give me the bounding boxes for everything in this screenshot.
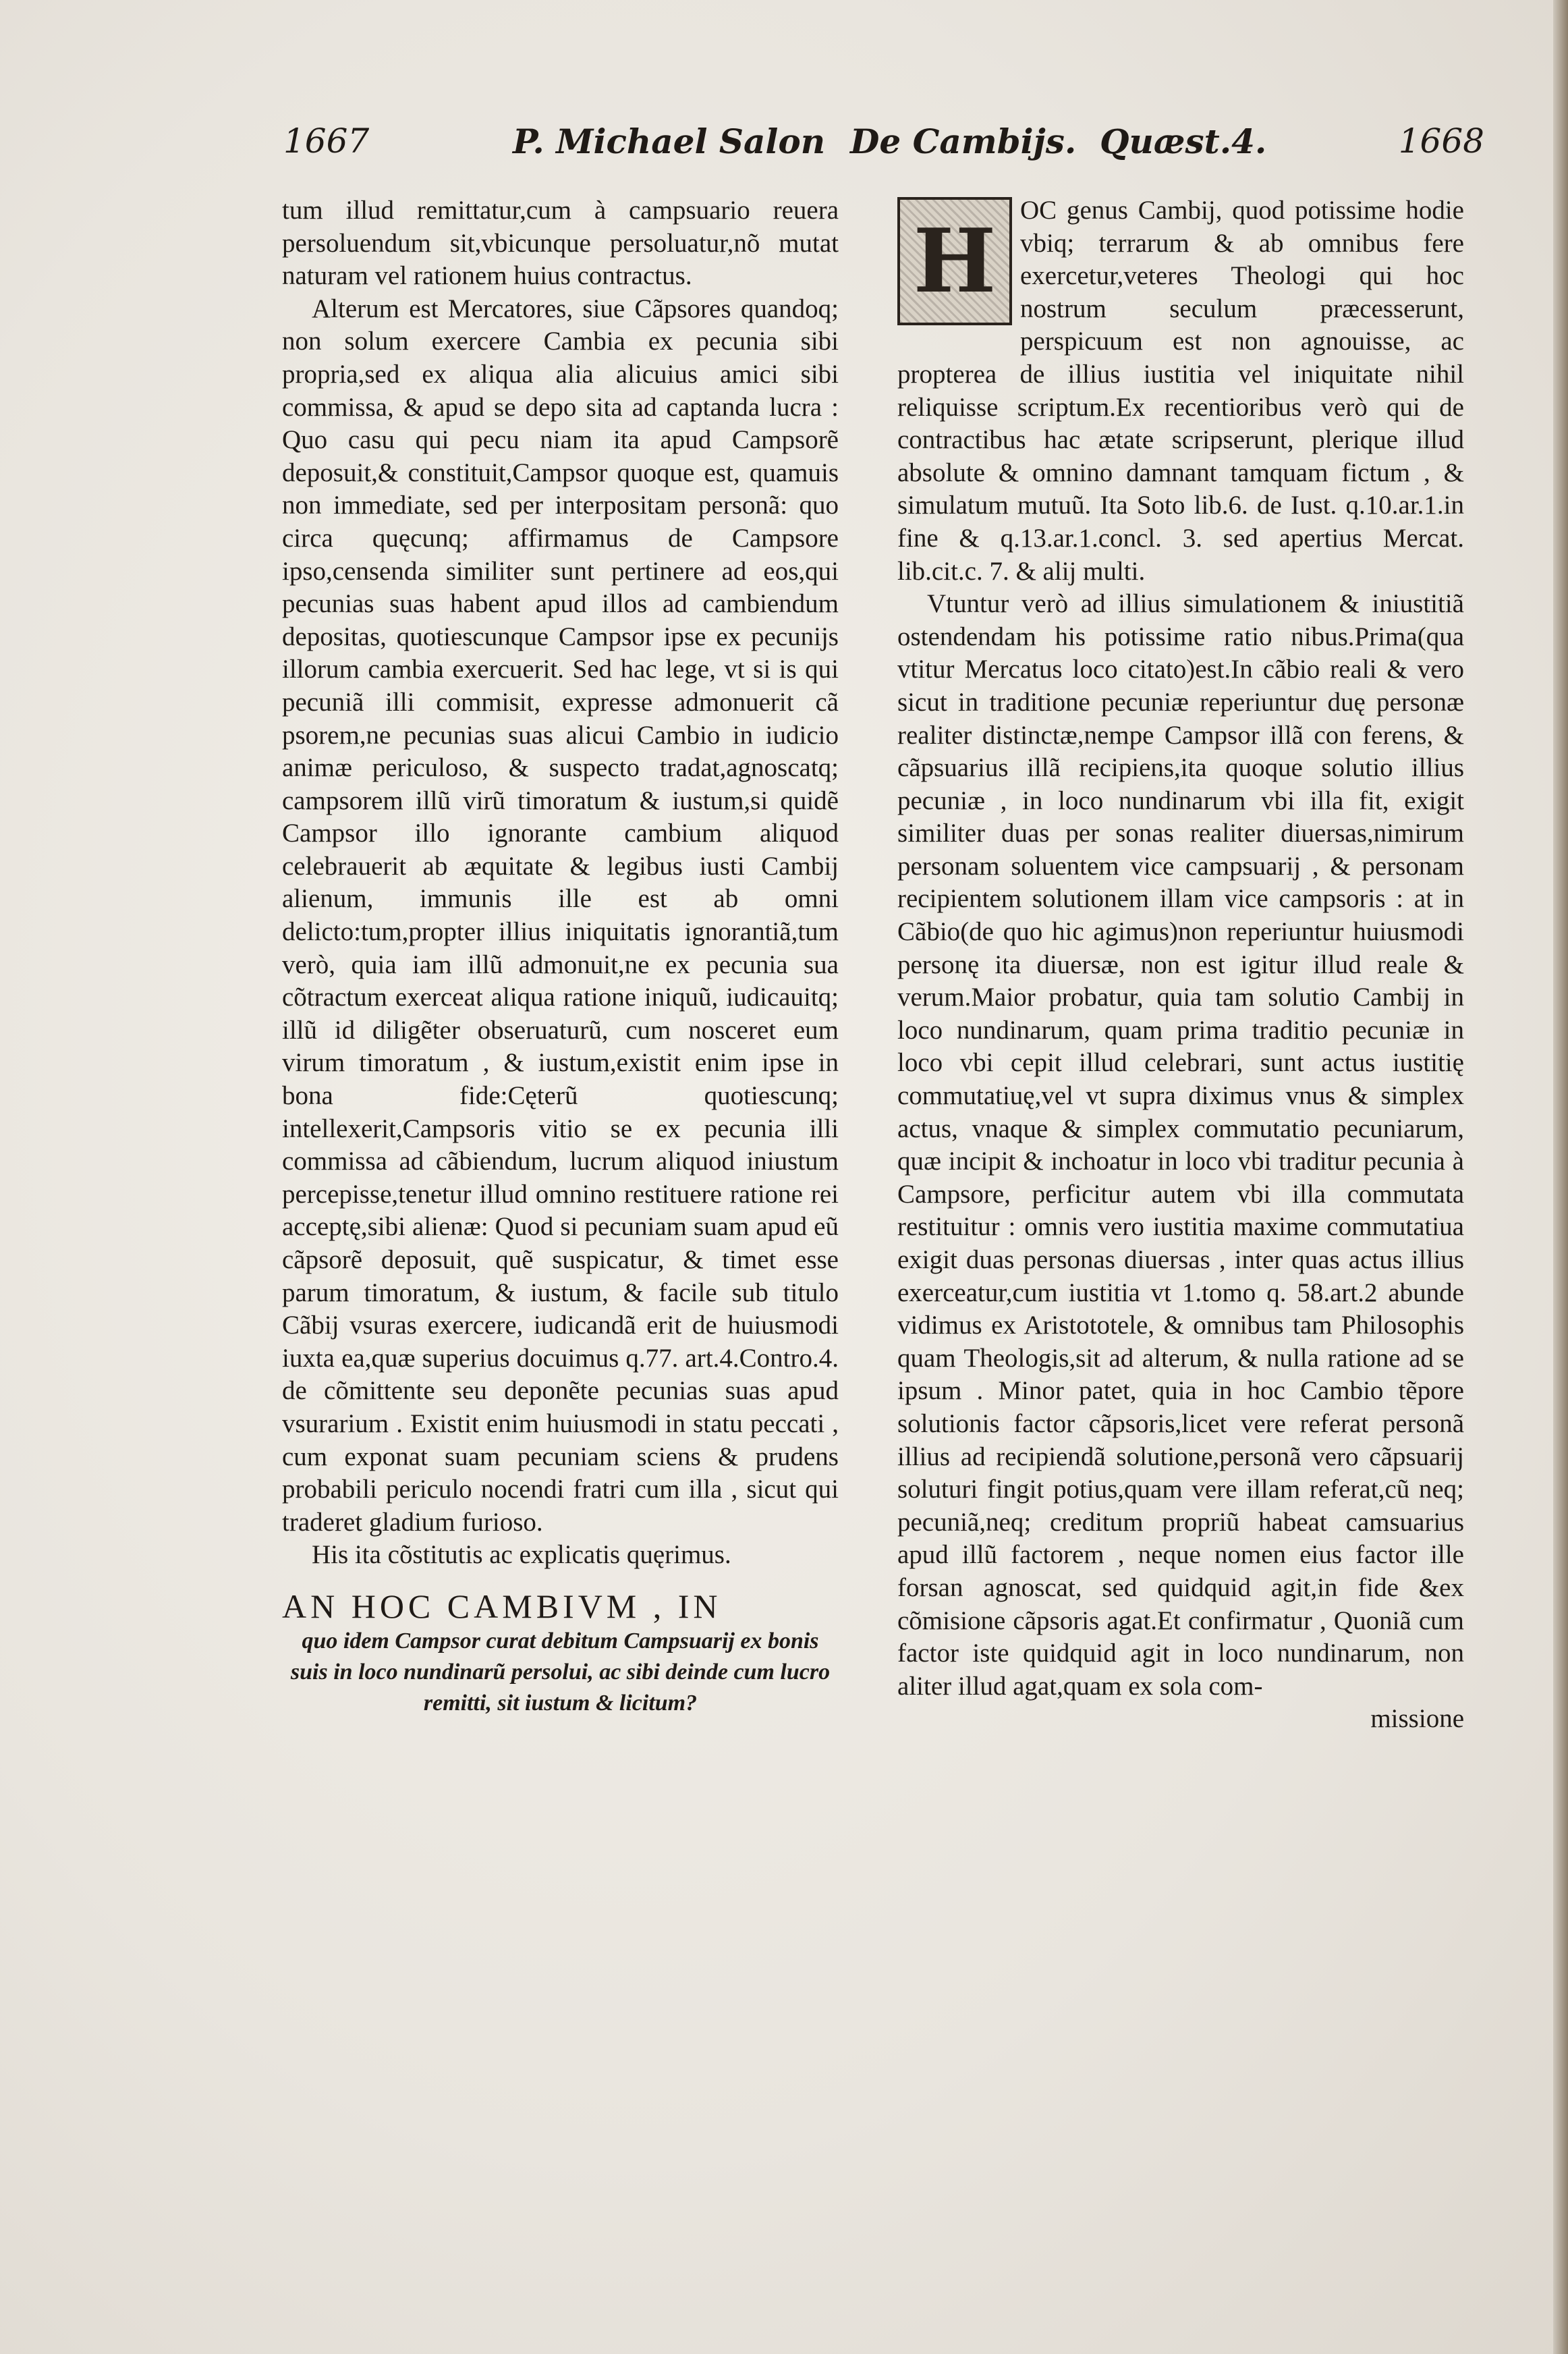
running-header bbox=[283, 121, 1484, 175]
initial-letter: H bbox=[897, 197, 1012, 325]
left-paragraph-2: Alterum est Mercatores, siue Cãpsores quandoq; non solum exercere Cambia ex pecunia sibi propria,sed ex aliqua alia alicuius amici sibi commissa, & apud se depo sita ad captanda lucra : Quo casu qui pecu niam ita apud Campsorẽ deposuit,& constituit,Campsor quoque est, quamuis non immediate, sed per interpositam personã: quo circa quęcunq; affirmamus de Campsore ipso,censenda similiter sunt pertinere ad eos,qui pecunias suas habent apud illos ad cambiendum depositas, quotiescunque Campsor ipse ex pecunijs illorum cambia exercuerit. Sed hac lege, vt si is qui pecuniã illi commisit, expresse admonuerit cã psorem,ne pecunias suas alicui Cambio in iudicio animæ periculoso, & suspecto tradat,agnoscatq; campsorem illũ virũ timoratum & iustum,si quidẽ Campsor illo ignorante cambium aliquod celebrauerit ab æquitate & legibus iusti Cambij alienum, immunis ille est ab omni delicto:tum,propter illius iniquitatis ignorantiã,tum verò, quia iam illũ admonuit,ne ex pecunia sua cõtractum exerceat aliqua ratione iniquũ, iudicauitq; illũ id diligẽter obseruaturũ, cum nosceret eum virum timoratum , & iustum,existit enim ipse in bona fide:Cęterũ quotiescunq; intellexerit,Campsoris vitio se ex pecunia illi commissa ad cãbiendum, lucrum aliquod iniustum percepisse,tenetur illud omnino restituere ratione rei acceptę,sibi alienæ: Quod si pecuniam suam apud eũ cãpsorẽ deposuit, quẽ suspicatur, & timet esse parum timoratum, & iustum, & facile sub titulo Cãbij vsuras exercere, iudicandã erit de huiusmodi iuxta ea,quæ superius docuimus q.77. art.4.Contro.4. de cõmittente seu deponẽte pecunias suas apud vsurarium . Existit enim huiusmodi in statu peccati , cum exponat suam pecuniam sciens & prudens probabili periculo nocendi fratri cum illa , sicut qui traderet gladium furioso. bbox=[282, 294, 839, 1537]
right-column bbox=[897, 194, 1464, 1736]
left-column bbox=[282, 194, 839, 1719]
right-paragraph-2: Vtuntur verò ad illius simulationem & iniustitiã ostendendam his potissime ratio nibus.Prima(qua vtitur Mercatus loco citato)est.In cãbio reali & vero sicut in traditione pecuniæ reperiuntur duę personæ realiter distinctæ,nempe Campsor illã con ferens, & cãpsuarius illã recipiens,ita quoque solutio illius pecuniæ , in loco nundinarum vbi illa fit, exigit similiter duas per sonas realiter diuersas,nimirum personam soluentem vice campsuarij , & personam recipientem solutionem illam vice campsoris : at in Cãbio(de quo hic agimus)non reperiuntur huiusmodi personę ita diuersæ, non est igitur illud reale & verum.Maior probatur, quia tam solutio Cambij in loco nundinarum, quam prima traditio pecuniæ in loco vbi cepit illud celebrari, sunt actus iustitię commutatiuę,vel vt supra diximus vnus & simplex actus, vnaque & simplex commutatio pecuniarum, quæ incipit & inchoatur in loco vbi traditur pecunia à Campsore, perficitur autem vbi illa commutata restituitur : omnis vero iustitia maxime commutatiua exigit duas personas diuersas , inter quas actus illius exerceatur,cum iustitia vt 1.tomo q. 58.art.2 abunde vidimus ex Aristototele, & omnibus tam Philosophis quam Theologis,sit ad alterum, & nulla ratione ad se ipsum . Minor patet, quia in hoc Cambio tẽpore solutionis factor cãpsoris,licet vere referat personã illius ad recipiendã solutione,personã vero cãpsuarij soluturi fingit potius,quam vere illam referat,cũ neq; pecuniã,neq; creditum propriũ habeat camsuarius apud illũ factorem , neque nomen eius factor ille forsan agnoscat, sed quidquid agit,in fide &ex cõmisione cãpsoris agat.Et confirmatur , Quoniã cum factor iste quidquid agit in loco nundinarum, non aliter illud agat,quam ex sola com- bbox=[897, 589, 1464, 1701]
page-number-right: 1668 bbox=[1398, 121, 1484, 161]
page-number-left: 1667 bbox=[283, 121, 370, 161]
section-heading-question: quo idem Campsor curat debitum Campsuarij ex bonis suis in loco nundinarũ persolui, ac sibi deinde cum lucro remitti, sit iustum & licitum? bbox=[290, 1628, 831, 1716]
catchword: missione bbox=[1370, 1704, 1464, 1734]
right-paragraph-1: OC genus Cambij, quod potissime hodie vbiq; terrarum & ab omnibus fere exercetur,veteres Theologi qui hoc nostrum seculum præcesserunt, perspicuum est non agnouisse, ac propterea de illius iustitia vel iniquitate nihil reliquisse scriptum.Ex recentioribus verò qui de contractibus hac ætate scripserunt, plerique illud absolute & omnino damnant tamquam fictum , & simulatum mutuũ. Ita Soto lib.6. de Iust. q.10.ar.1.in fine & q.13.ar.1.concl. 3. sed apertius Mercat. lib.cit.c. 7. & alij multi. bbox=[897, 196, 1464, 586]
section-heading-caps: AN HOC CAMBIVM , IN bbox=[282, 1587, 722, 1625]
left-paragraph-3: His ita cõstitutis ac explicatis quęrimus. bbox=[312, 1540, 731, 1570]
decorated-initial bbox=[897, 197, 1012, 325]
page-edge-shadow bbox=[1553, 0, 1568, 2354]
left-paragraph-1: tum illud remittatur,cum à campsuario reuera persoluendum sit,vbicunque persoluatur,nõ mutat naturam vel rationem huius contractus. bbox=[282, 196, 839, 291]
running-author: P. Michael Salon bbox=[513, 121, 826, 161]
section-heading bbox=[282, 1587, 839, 1719]
running-title: De Cambijs. bbox=[850, 121, 1077, 161]
running-question: Quæst.4. bbox=[1100, 121, 1267, 161]
